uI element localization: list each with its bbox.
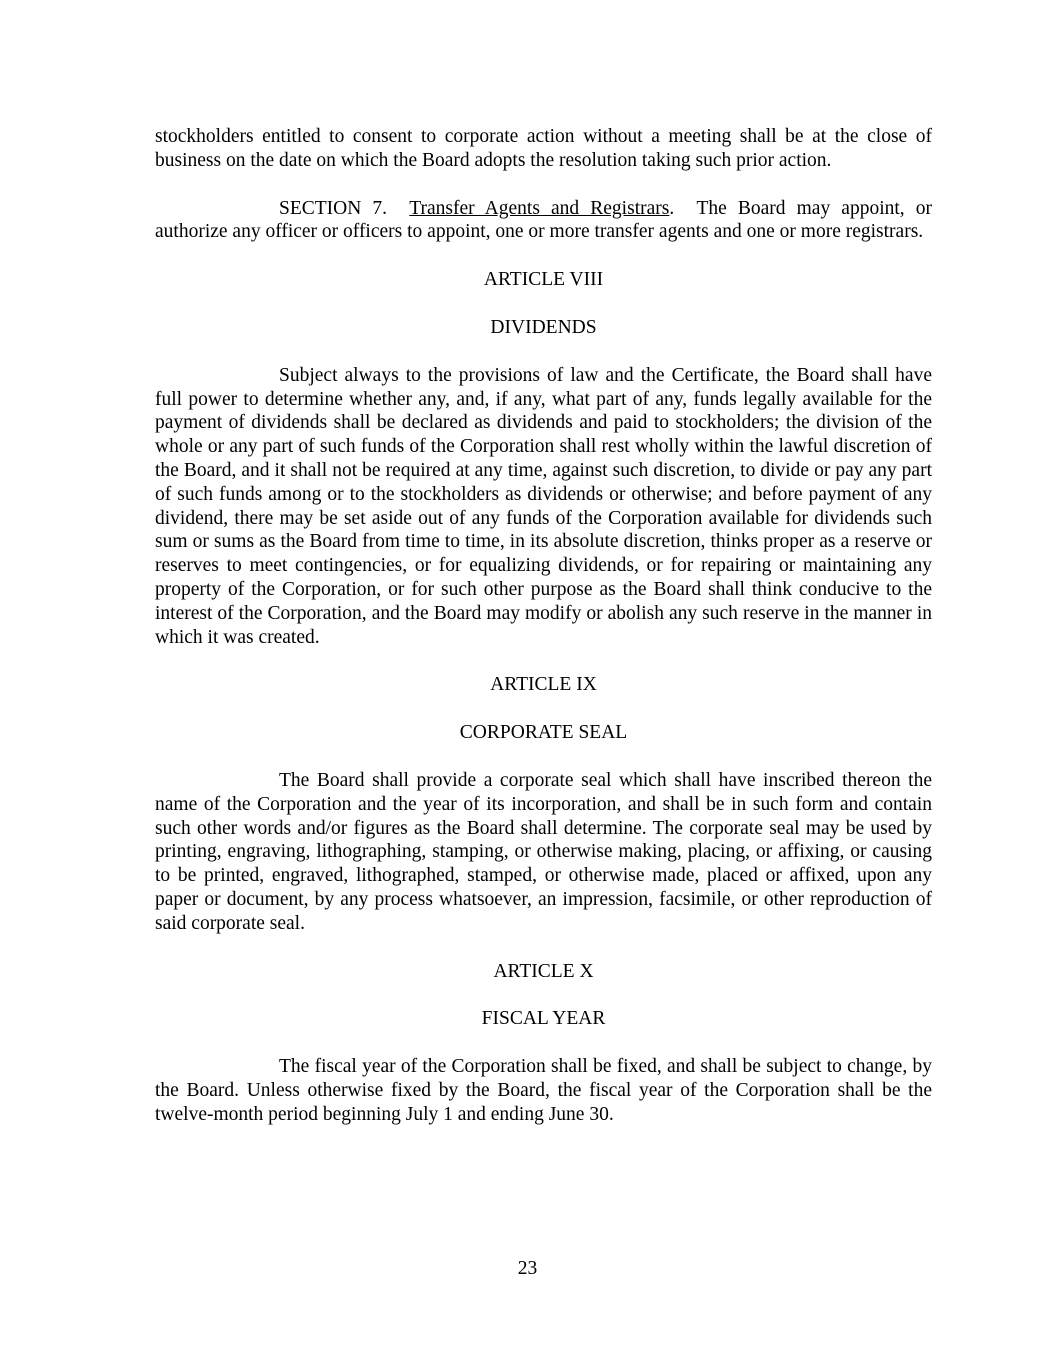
document-page (155, 125, 932, 1127)
article-8-title: DIVIDENDS (490, 316, 597, 338)
page-number: 23 (517, 1258, 538, 1279)
article-10-number: ARTICLE X (493, 960, 594, 982)
article-10-title: FISCAL YEAR (481, 1008, 606, 1030)
section-7-label: SECTION 7. (279, 197, 388, 219)
section-7-text: The Board may appoint, or authorize any officer or officers to appoint, one or more transfer agents and one or more registrars. (155, 197, 933, 243)
article-9-number: ARTICLE IX (490, 674, 597, 696)
article-10-paragraph: The fiscal year of the Corporation shall be fixed, and shall be subject to change, by the Board. Unless otherwise fixed by the Board, the fiscal year of the Corporation shall be the twelve-month period beginning July 1 and ending June 30. (155, 1056, 932, 1125)
article-9-title: CORPORATE SEAL (459, 722, 628, 744)
section-7-paragraph: SECTION 7. Transfer Agents and Registrars. The Board may appoint, or authorize any officer or officers to appoint, one or more transfer agents and one or more registrars. (155, 197, 933, 243)
continuation-paragraph: stockholders entitled to consent to corporate action without a meeting shall be at the close of business on the date on which the Board adopts the resolution taking such prior action. (155, 126, 932, 171)
article-8-number: ARTICLE VIII (483, 269, 604, 291)
article-8-paragraph: Subject always to the provisions of law and the Certificate, the Board shall have full power to determine whether any, and, if any, what part of any, funds legally available for the payment of dividends shall be declared as dividends and paid to stockholders; the division of the whole or any part of such funds of the Corporation shall rest wholly within the lawful discretion of the Board, and it shall not be required at any time, against such discretion, to divide or pay any part of such funds among or to the stockholders as dividends or otherwise; and before payment of any dividend, there may be set aside out of any funds of the Corporation available for dividends such sum or sums as the Board from time to time, in its absolute discretion, thinks proper as a reserve or reserves to meet contingencies, or for equalizing dividends, or for repairing or maintaining any property of the Corporation, or for such other purpose as the Board shall think conducive to the interest of the Corporation, and the Board may modify or abolish any such reserve in the manner in which it was created. (155, 364, 932, 648)
article-9-paragraph: The Board shall provide a corporate seal which shall have inscribed thereon the name of the Corporation and the year of its incorporation, and shall be in such form and contain such other words and/or figures as the Board shall determine. The corporate seal may be used by printing, engraving, lithographing, stamping, or otherwise making, placing, or affixing, or causing to be printed, engraved, lithographed, stamped, or otherwise made, placed or affixed, upon any paper or document, by any process whatsoever, an impression, facsimile, or other reproduction of said corporate seal. (155, 769, 932, 934)
section-7-title: Transfer Agents and Registrars (409, 197, 670, 219)
